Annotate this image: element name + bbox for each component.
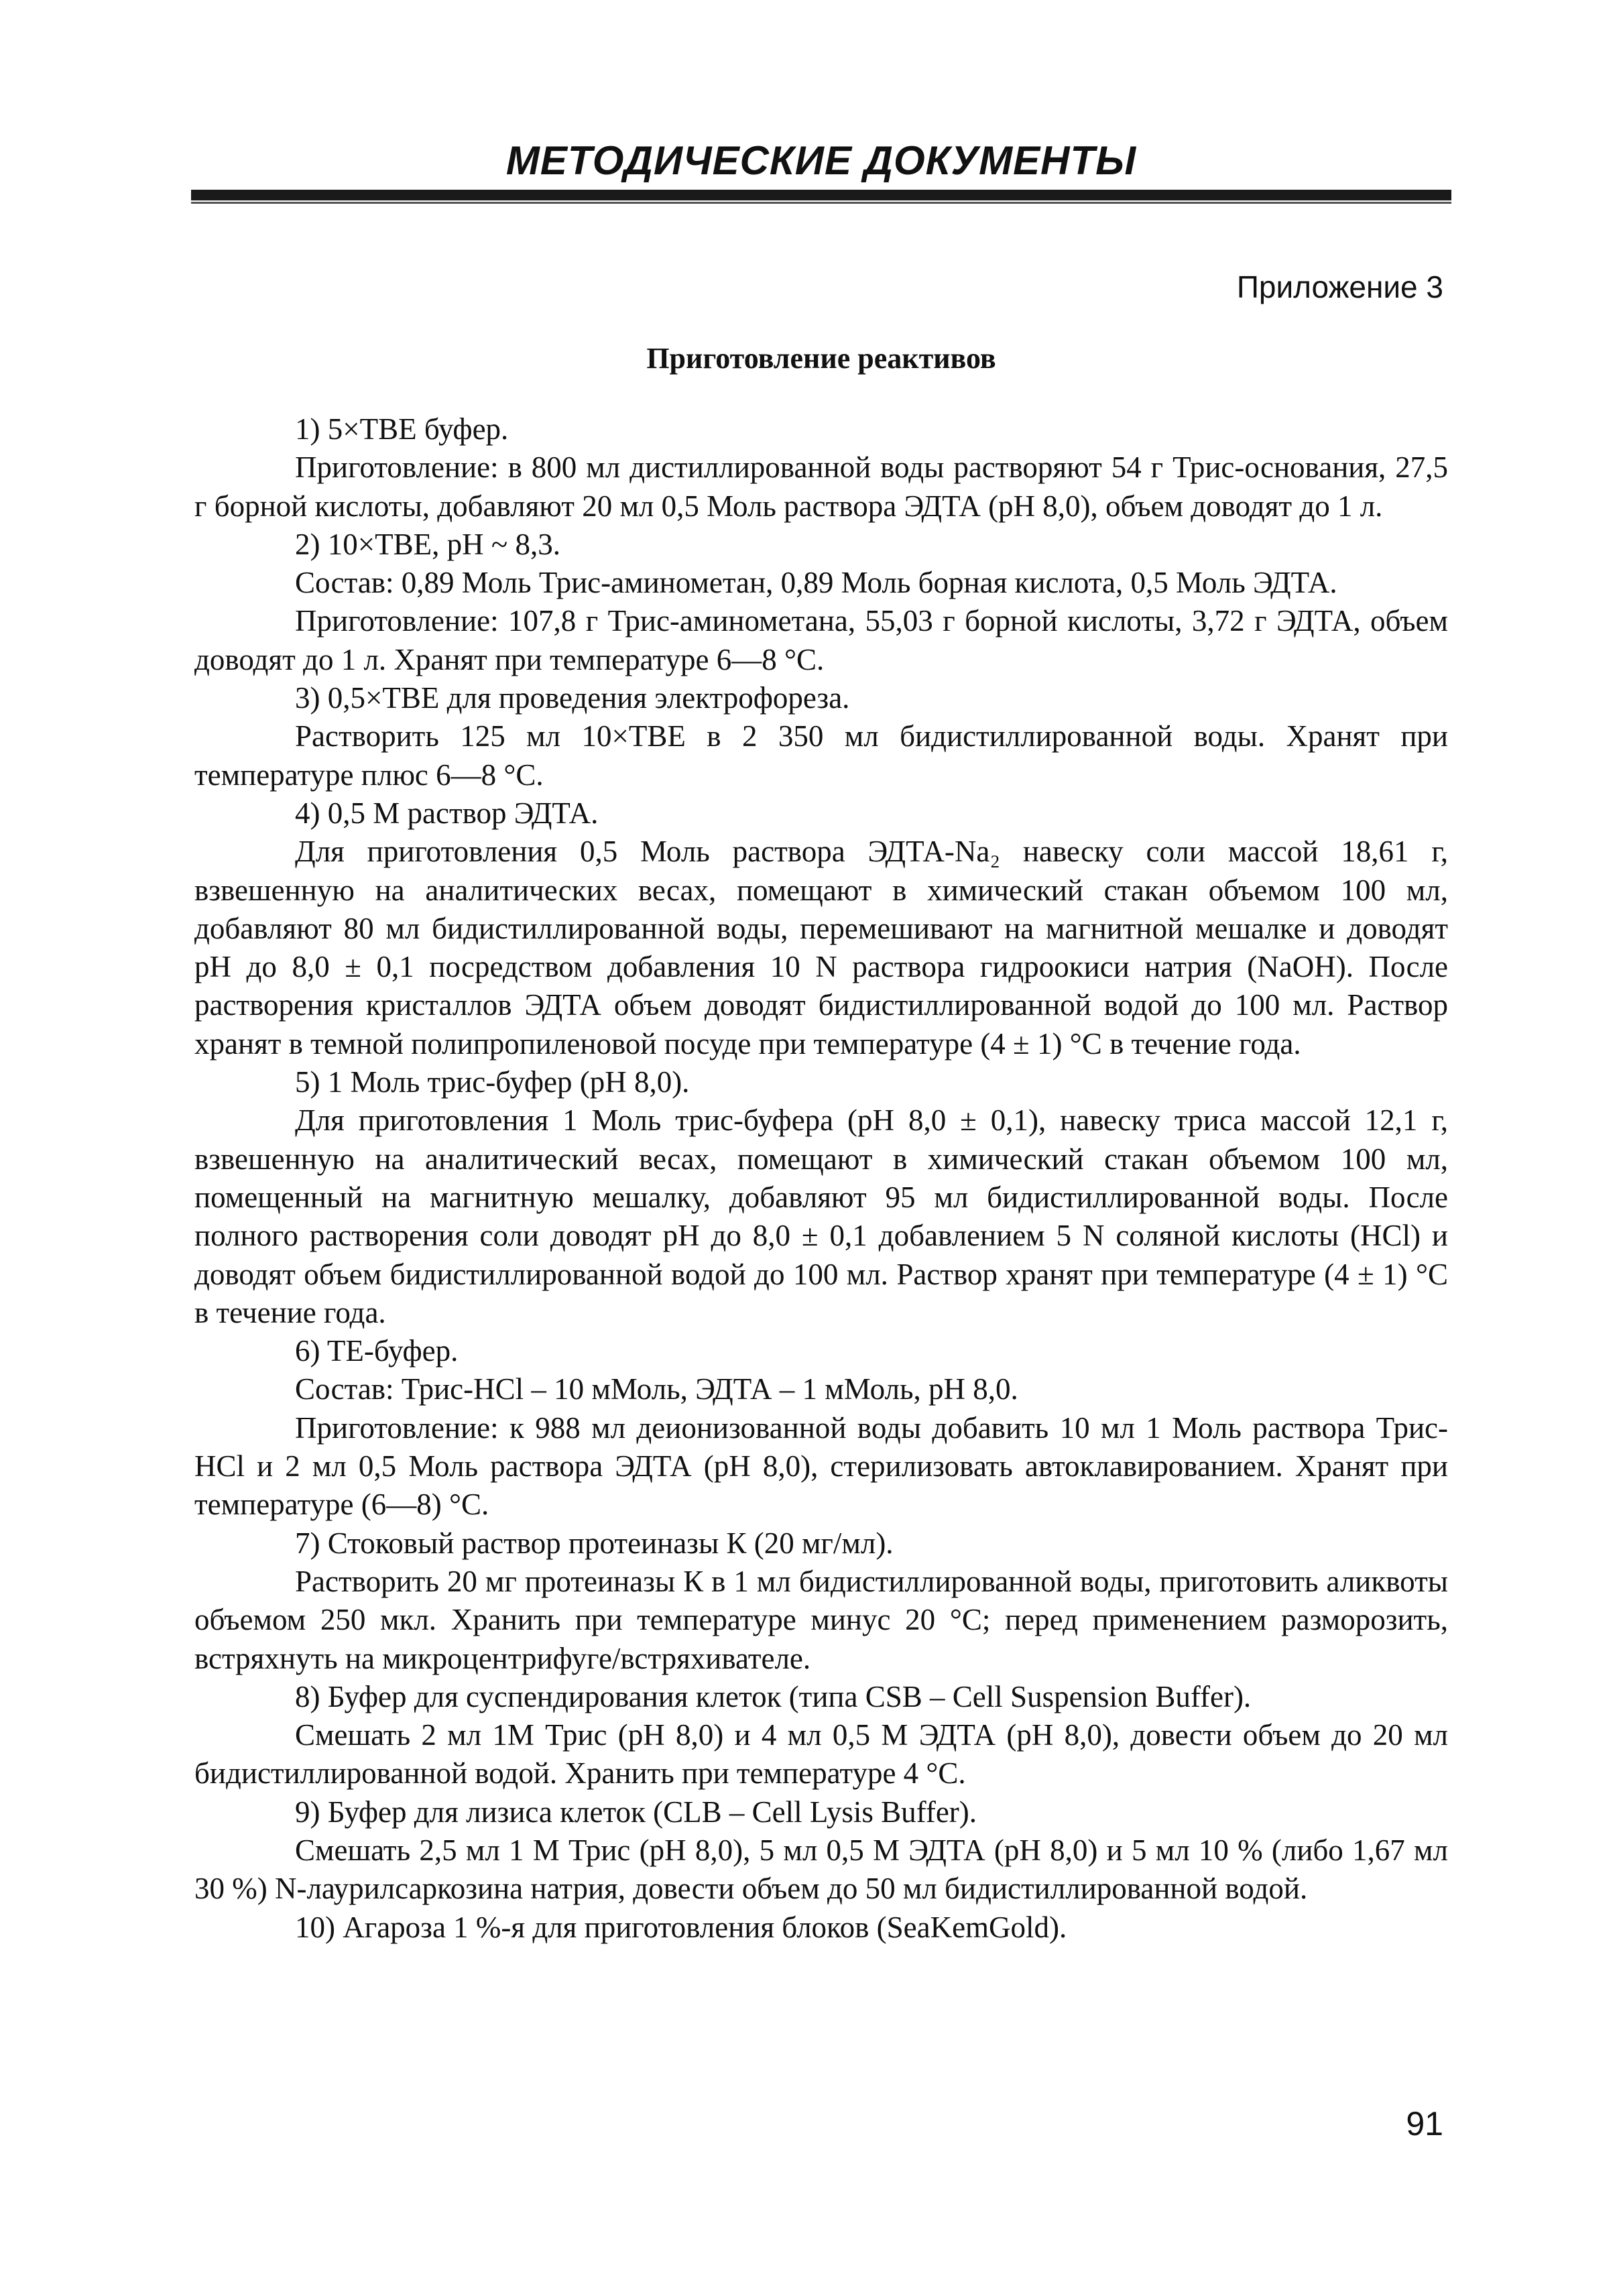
paragraph: 9) Буфер для лизиса клеток (CLB – Cell Lysis Buffer). [295,1795,977,1829]
paragraph: Приготовление: к 988 мл деионизованной воды добавить 10 мл 1 Моль раствора Трис-HCl и 2 мл 0,5 Моль раствора ЭДТА (pH 8,0), стерилизовать автоклавированием. Хранят при температуре (6—8) °С. [194,1410,1448,1522]
paragraph: Для приготовления 0,5 Моль раствора ЭДТА-Na₂ навеску соли массой 18,61 г, взвешенную на аналитических весах, помещают в химический стакан объемом 100 мл, добавляют 80 мл бидистиллированной воды, перемешивают на магнитной мешалке и доводят pH до 8,0 ± 0,1 посредством добавления 10 N раствора гидроокиси натрия (NaOH). После растворения кристаллов ЭДТА объем доводят бидистиллированной водой до 100 мл. Раствор хранят в темной полипропиленовой посуде при температуре (4 ± 1) °С в течение года. [194,835,1448,1061]
paragraph: 10) Агароза 1 %-я для приготовления блоков (SeaKemGold). [295,1910,1067,1944]
paragraph: Смешать 2 мл 1М Трис (pH 8,0) и 4 мл 0,5 М ЭДТА (pH 8,0), довести объем до 20 мл бидистиллированной водой. Хранить при температуре 4 °С. [194,1718,1448,1791]
paragraph: 4) 0,5 М раствор ЭДТА. [295,796,599,830]
paragraph: Состав: Трис-HCl – 10 мМоль, ЭДТА – 1 мМоль, pH 8,0. [295,1372,1018,1406]
paragraph: Для приготовления 1 Моль трис-буфера (pH 8,0 ± 0,1), навеску триса массой 12,1 г, взвешенную на аналитический весах, помещают в химический стакан объемом 100 мл, помещенный на магнитную мешалку, добавляют 95 мл бидистиллированной воды. После полного растворения соли доводят pH до 8,0 ± 0,1 добавлением 5 N соляной кислоты (HCl) и доводят объем бидистиллированной водой до 100 мл. Раствор хранят при температуре (4 ± 1) °С в течение года. [194,1103,1448,1329]
header-rule-shadow [191,202,1451,204]
paragraph: Растворить 125 мл 10×TBE в 2 350 мл бидистиллированной воды. Хранят при температуре плюс 6—8 °С. [194,719,1448,792]
paragraph: 8) Буфер для суспендирования клеток (типа CSB – Cell Suspension Buffer). [295,1679,1252,1713]
paragraph: 3) 0,5×TBE для проведения электрофореза. [295,681,850,715]
page-number: 91 [1406,2105,1443,2142]
paragraph: Приготовление: 107,8 г Трис-аминометана, 55,03 г борной кислоты, 3,72 г ЭДТА, объем доводят до 1 л. Хранят при температуре 6—8 °С. [194,604,1448,676]
appendix-label: Приложение 3 [1236,269,1443,304]
paragraph: Растворить 20 мг протеиназы К в 1 мл бидистиллированной воды, приготовить аликвоты объемом 250 мкл. Хранить при температуре минус 20 °С; перед применением разморозить, встряхнуть на микроцентрифуге/встряхивателе. [194,1564,1448,1675]
paragraph: 7) Стоковый раствор протеиназы К (20 мг/мл). [295,1526,894,1560]
paragraph: 2) 10×TBE, pH ~ 8,3. [295,527,560,561]
header-rule [191,190,1451,200]
running-header-title: МЕТОДИЧЕСКИЕ ДОКУМЕНТЫ [505,138,1137,183]
body-text [194,410,1448,1947]
paragraph: 6) TE-буфер. [295,1334,459,1368]
paragraph: Состав: 0,89 Моль Трис-аминометан, 0,89 Моль борная кислота, 0,5 Моль ЭДТА. [295,566,1337,600]
section-title: Приготовление реактивов [646,342,996,375]
paragraph: Смешать 2,5 мл 1 М Трис (pH 8,0), 5 мл 0,5 М ЭДТА (pH 8,0) и 5 мл 10 % (либо 1,67 мл 30 %) N-лаурилсаркозина натрия, довести объем до 50 мл бидистиллированной водой. [194,1833,1448,1906]
paragraph: Приготовление: в 800 мл дистиллированной воды растворяют 54 г Трис-основания, 27,5 г борной кислоты, добавляют 20 мл 0,5 Моль раствора ЭДТА (pH 8,0), объем доводят до 1 л. [194,450,1448,523]
paragraph: 5) 1 Моль трис-буфер (pH 8,0). [295,1065,690,1099]
paragraph: 1) 5×TBE буфер. [295,412,509,446]
